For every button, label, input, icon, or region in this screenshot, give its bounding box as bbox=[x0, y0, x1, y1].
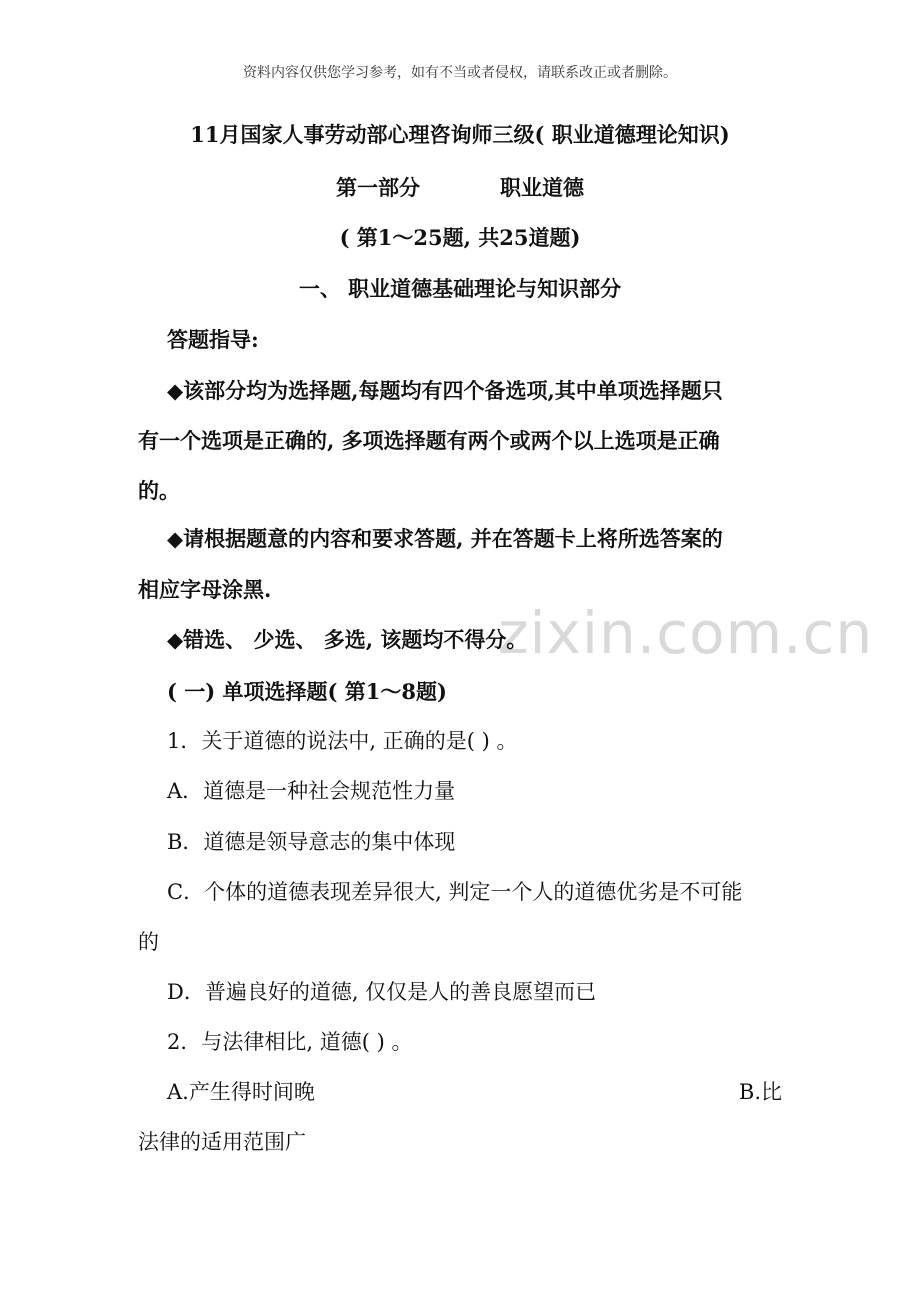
question-1-option-c-line-1: C．个体的道德表现差异很大, 判定一个人的道德优劣是不可能 bbox=[167, 880, 743, 904]
question-1-option-c-line-2: 的 bbox=[138, 930, 159, 954]
watermark: zixin.com.cn bbox=[498, 599, 874, 667]
disclaimer-header: 资料内容仅供您学习参考，如有不当或者侵权，请联系改正或者删除。 bbox=[243, 65, 677, 81]
instruction-1-line-3: 的。 bbox=[138, 478, 180, 503]
part-name: 职业道德 bbox=[500, 175, 584, 200]
question-2-option-b-line-1: B.比 bbox=[738, 1080, 782, 1104]
instruction-1-line-1: ◆该部分均为选择题,每题均有四个备选项,其中单项选择题只 bbox=[167, 378, 723, 403]
question-2-stem: 2．与法律相比, 道德( ) 。 bbox=[167, 1030, 413, 1054]
question-range: ( 第1～25题, 共25道题) bbox=[339, 225, 581, 250]
subsection-heading: ( 一) 单项选择题( 第1～8题) bbox=[167, 679, 447, 704]
part-number: 第一部分 bbox=[336, 175, 420, 200]
guide-heading: 答题指导: bbox=[167, 327, 259, 352]
instruction-2-line-1: ◆请根据题意的内容和要求答题, 并在答题卡上将所选答案的 bbox=[167, 526, 723, 551]
question-1-option-d: D．普遍良好的道德, 仅仅是人的善良愿望而已 bbox=[167, 980, 597, 1004]
part-heading bbox=[0, 173, 920, 203]
question-2-option-b-line-2: 法律的适用范围广 bbox=[138, 1130, 306, 1154]
section-heading: 一、 职业道德基础理论与知识部分 bbox=[298, 276, 622, 301]
instruction-1-line-2: 有一个选项是正确的, 多项选择题有两个或两个以上选项是正确 bbox=[138, 428, 720, 453]
question-1-option-a: A．道德是一种社会规范性力量 bbox=[167, 779, 456, 803]
question-2-option-a: A.产生得时间晚 bbox=[167, 1080, 315, 1104]
document-title: 11月国家人事劳动部心理咨询师三级( 职业道德理论知识) bbox=[190, 122, 730, 147]
instruction-2-line-2: 相应字母涂黑. bbox=[138, 577, 272, 602]
question-1-stem: 1．关于道德的说法中, 正确的是( ) 。 bbox=[167, 729, 518, 753]
instruction-3: ◆错选、 少选、 多选, 该题均不得分。 bbox=[167, 627, 528, 652]
question-1-option-b: B．道德是领导意志的集中体现 bbox=[167, 830, 456, 854]
